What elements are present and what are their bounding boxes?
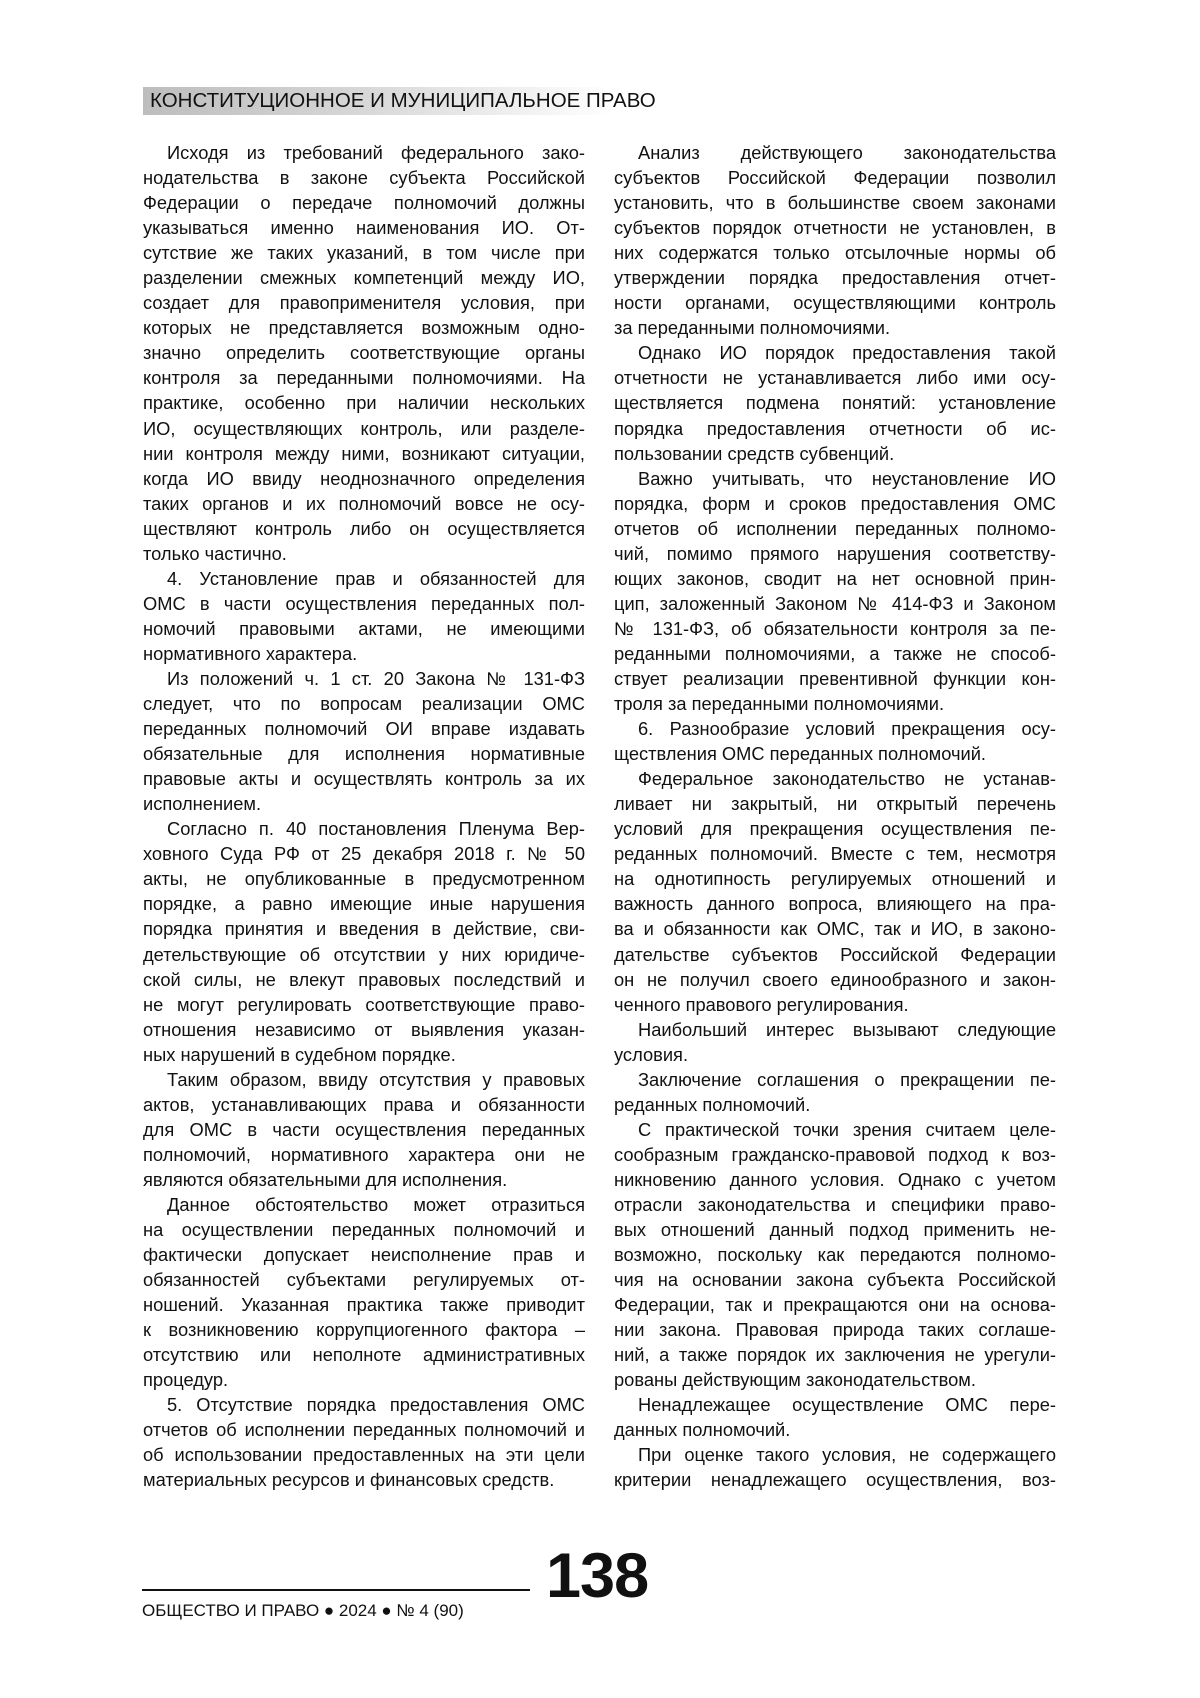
text-line: разделении смежных компетенций между ИО, [143,265,585,290]
text-line: реданными полномочиями, а также не способ- [614,641,1056,666]
text-line: рованы действующим законодательством. [614,1367,1056,1392]
text-line: отчетов об исполнении переданных полномо- [614,516,1056,541]
paragraph [614,766,1056,1016]
text-line: субъектов Российской Федерации позволил [614,165,1056,190]
text-line: Важно учитывать, что неустановление ИО [614,466,1056,491]
text-line: чия на основании закона субъекта Российской [614,1267,1056,1292]
text-line: ствует реализации превентивной функции кон- [614,666,1056,691]
text-line: ливает ни закрытый, ни открытый перечень [614,791,1056,816]
paragraph [614,716,1056,766]
paragraph [143,140,585,566]
text-line: При оценке такого условия, не содержащего [614,1442,1056,1467]
text-line: субъектов порядок отчетности не установлен, в [614,215,1056,240]
text-line: нии контроля между ними, возникают ситуации, [143,441,585,466]
text-line: актов, устанавливающих права и обязанности [143,1092,585,1117]
text-line: реданных полномочий. [614,1092,1056,1117]
text-line: не могут регулировать соответствующие право- [143,992,585,1017]
page-number: 138 [546,1541,648,1611]
text-line: Данное обстоятельство может отразиться [143,1192,585,1217]
paragraph [143,816,585,1066]
text-line: Федерации о передаче полномочий должны [143,190,585,215]
text-line: отношения независимо от выявления указан- [143,1017,585,1042]
text-line: нодательства в законе субъекта Российской [143,165,585,190]
text-line: правовые акты и осуществлять контроль за их [143,766,585,791]
text-line: условий для прекращения осуществления пе- [614,816,1056,841]
text-line: полномочий, нормативного характера они не [143,1142,585,1167]
text-line: реданных полномочий. Вместе с тем, несмотря [614,841,1056,866]
text-line: Из положений ч. 1 ст. 20 Закона № 131-ФЗ [143,666,585,691]
footer-divider [142,1589,530,1591]
text-line: ской силы, не влекут правовых последствий и [143,967,585,992]
text-line: ности органами, осуществляющими контроль [614,290,1056,315]
text-line: акты, не опубликованные в предусмотренном [143,866,585,891]
text-line: об использовании предоставленных на эти цели [143,1442,585,1467]
text-line: практике, особенно при наличии нескольких [143,390,585,415]
text-line: Заключение соглашения о прекращении пе- [614,1067,1056,1092]
text-line: дательстве субъектов Российской Федерации [614,942,1056,967]
text-line: ществления ОМС переданных полномочий. [614,741,1056,766]
paragraph [143,1192,585,1392]
text-line: ИО, осуществляющих контроль, или разделе- [143,416,585,441]
text-line: отчетов об исполнении переданных полномочий и [143,1417,585,1442]
text-line: только частично. [143,541,585,566]
text-line: отсутствию или неполноте административных [143,1342,585,1367]
text-line: номочий правовыми актами, не имеющими [143,616,585,641]
text-line: Ненадлежащее осуществление ОМС пере- [614,1392,1056,1417]
paragraph [614,1067,1056,1117]
text-line: ний, а также порядок их заключения не урегули- [614,1342,1056,1367]
right-column [614,140,1056,1493]
text-line: вых отношений данный подход применить не- [614,1217,1056,1242]
paragraph [143,666,585,816]
text-line: троля за переданными полномочиями. [614,691,1056,716]
text-line: них содержатся только отсылочные нормы об [614,240,1056,265]
text-line: ченного правового регулирования. [614,992,1056,1017]
text-line: порядке, а равно имеющие иные нарушения [143,891,585,916]
text-line: следует, что по вопросам реализации ОМС [143,691,585,716]
text-line: нормативного характера. [143,641,585,666]
paragraph [143,566,585,666]
text-line: исполнением. [143,791,585,816]
paragraph [614,1017,1056,1067]
text-line: № 131-ФЗ, об обязательности контроля за пе- [614,616,1056,641]
text-line: отрасли законодательства и специфики право- [614,1192,1056,1217]
text-line: за переданными полномочиями. [614,315,1056,340]
text-line: когда ИО ввиду неоднозначного определения [143,466,585,491]
text-line: отчетности не устанавливается либо ими осу- [614,365,1056,390]
text-line: чий, помимо прямого нарушения соответству- [614,541,1056,566]
text-line: обязательные для исполнения нормативные [143,741,585,766]
text-line: ОМС в части осуществления переданных пол- [143,591,585,616]
text-line: значно определить соответствующие органы [143,340,585,365]
text-line: Согласно п. 40 постановления Пленума Вер- [143,816,585,841]
text-line: ховного Суда РФ от 25 декабря 2018 г. № 50 [143,841,585,866]
text-line: важность данного вопроса, влияющего на пра- [614,891,1056,916]
text-line: обязанностей субъектами регулируемых от- [143,1267,585,1292]
paragraph [614,466,1056,716]
journal-info: ОБЩЕСТВО И ПРАВО ● 2024 ● № 4 (90) [142,1601,464,1621]
text-line: условия. [614,1042,1056,1067]
text-line: создает для правоприменителя условия, при [143,290,585,315]
text-line: утверждении порядка предоставления отчет- [614,265,1056,290]
text-line: порядка принятия и введения в действие, сви- [143,916,585,941]
text-line: на однотипность регулируемых отношений и [614,866,1056,891]
paragraph [614,1117,1056,1393]
text-line: указываться именно наименования ИО. От- [143,215,585,240]
text-line: сообразным гражданско-правовой подход к воз- [614,1142,1056,1167]
text-line: Наибольший интерес вызывают следующие [614,1017,1056,1042]
text-line: данных полномочий. [614,1417,1056,1442]
text-line: Исходя из требований федерального зако- [143,140,585,165]
text-line: являются обязательными для исполнения. [143,1167,585,1192]
text-line: Анализ действующего законодательства [614,140,1056,165]
text-line: ществляется подмена понятий: установление [614,390,1056,415]
paragraph [614,1442,1056,1492]
text-line: Федеральное законодательство не устанав- [614,766,1056,791]
text-line: цип, заложенный Законом № 414-ФЗ и Законом [614,591,1056,616]
text-line: никновению данного условия. Однако с учетом [614,1167,1056,1192]
text-line: установить, что в большинстве своем законами [614,190,1056,215]
text-line: он не получил своего единообразного и закон- [614,967,1056,992]
left-column [143,140,585,1493]
text-line: Федерации, так и прекращаются они на основа- [614,1292,1056,1317]
text-line: порядка, форм и сроков предоставления ОМС [614,491,1056,516]
text-line: возможно, поскольку как передаются полномо- [614,1242,1056,1267]
text-line: ношений. Указанная практика также приводит [143,1292,585,1317]
text-line: Однако ИО порядок предоставления такой [614,340,1056,365]
paragraph [614,140,1056,340]
text-line: для ОМС в части осуществления переданных [143,1117,585,1142]
section-title: КОНСТИТУЦИОННОЕ И МУНИЦИПАЛЬНОЕ ПРАВО [150,89,656,113]
text-line: процедур. [143,1367,585,1392]
text-line: сутствие же таких указаний, в том числе при [143,240,585,265]
text-line: фактически допускает неисполнение прав и [143,1242,585,1267]
paragraph [143,1067,585,1192]
text-line: нии закона. Правовая природа таких соглаше- [614,1317,1056,1342]
text-line: 5. Отсутствие порядка предоставления ОМС [143,1392,585,1417]
paragraph [143,1392,585,1492]
text-line: материальных ресурсов и финансовых средств. [143,1467,585,1492]
text-line: переданных полномочий ОИ вправе издавать [143,716,585,741]
text-line: порядка предоставления отчетности об ис- [614,416,1056,441]
text-line: 4. Установление прав и обязанностей для [143,566,585,591]
paragraph [614,340,1056,465]
text-line: критерии ненадлежащего осуществления, воз- [614,1467,1056,1492]
text-line: к возникновению коррупциогенного фактора – [143,1317,585,1342]
text-line: ных нарушений в судебном порядке. [143,1042,585,1067]
text-line: ющих законов, сводит на нет основной прин- [614,566,1056,591]
text-line: контроля за переданными полномочиями. На [143,365,585,390]
text-line: ва и обязанности как ОМС, так и ИО, в законо- [614,916,1056,941]
text-line: которых не представляется возможным одно- [143,315,585,340]
text-line: пользовании средств субвенций. [614,441,1056,466]
text-line: на осуществлении переданных полномочий и [143,1217,585,1242]
text-line: таких органов и их полномочий вовсе не осу- [143,491,585,516]
text-line: 6. Разнообразие условий прекращения осу- [614,716,1056,741]
paragraph [614,1392,1056,1442]
text-line: детельствующие об отсутствии у них юридиче- [143,942,585,967]
text-line: С практической точки зрения считаем целе- [614,1117,1056,1142]
text-line: Таким образом, ввиду отсутствия у правовых [143,1067,585,1092]
text-line: ществляют контроль либо он осуществляется [143,516,585,541]
